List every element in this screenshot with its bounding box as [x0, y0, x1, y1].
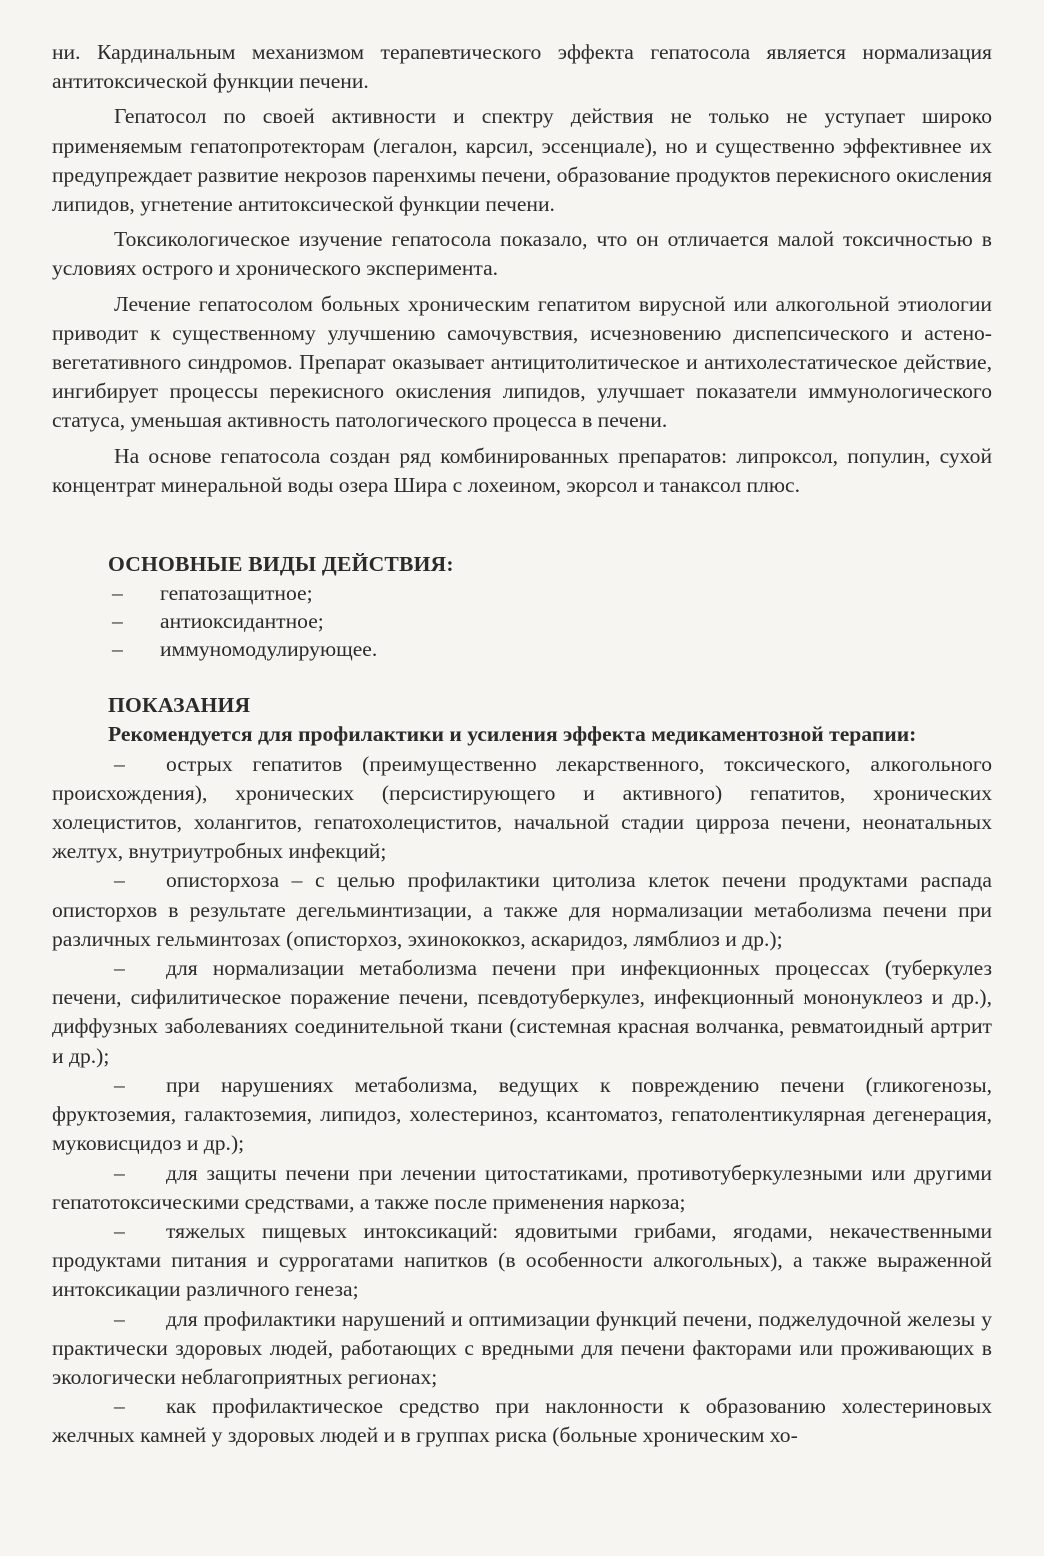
dash-marker: –: [114, 1306, 125, 1331]
indication-text: как профилактическое средство при наклонности к образованию холестериновых желчных камней у здоровых людей и в группах риска (больные хроническим хо-: [52, 1394, 992, 1448]
indication-text: для нормализации метаболизма печени при инфекционных процессах (туберкулез печени, сифилитическое поражение печени, псевдотуберкулез, инфекционный мононуклеоз и др.), диффузных заболеваниях соединительной ткани (системная красная волчанка, ревматоидный артрит и др.);: [52, 956, 992, 1068]
dash-marker: –: [112, 581, 123, 606]
indication-item: [52, 866, 992, 954]
indication-text: для защиты печени при лечении цитостатиками, противотуберкулезными или другими гепатотоксическими средствами, а также после применения наркоза;: [52, 1160, 992, 1214]
dash-marker: –: [114, 751, 125, 776]
indication-item: [52, 954, 992, 1071]
paragraph-comparison: Гепатосол по своей активности и спектру действия не только не уступает широко применяемым гепатопротекторам (легалон, карсил, эссенциале), но и существенно эффективнее их предупреждает развитие некрозов паренхимы печени, образование продуктов перекисного окисления липидов, угнетение антитоксической функции печени.: [52, 104, 992, 217]
indication-item: [52, 750, 992, 867]
paragraph-continuation: ни. Кардинальным механизмом терапевтического эффекта гепатосола является нормализация антитоксической функции печени.: [52, 40, 992, 94]
dash-marker: –: [112, 637, 123, 662]
indication-item: [52, 1305, 992, 1393]
dash-marker: –: [114, 1160, 125, 1185]
list-item: [52, 635, 992, 663]
paragraph-treatment: Лечение гепатосолом больных хроническим гепатитом вирусной или алкогольной этиологии приводит к существенному улучшению самочувствия, исчезновению диспепсического и астено-вегетативного синдромов. Препарат оказывает антицитолитическое и антихолестатическое действие, ингибирует процессы перекисного окисления липидов, улучшает показатели иммунологического статуса, уменьшая активность патологического процесса в печени.: [52, 291, 992, 433]
dash-marker: –: [114, 868, 125, 893]
actions-list: [52, 579, 992, 663]
dash-marker: –: [114, 1218, 125, 1243]
paragraph-toxicology: Токсикологическое изучение гепатосола показало, что он отличается малой токсичностью в условиях острого и хронического эксперимента.: [52, 227, 992, 281]
list-item-text: иммуномодулирующее.: [160, 637, 378, 662]
indication-item: [52, 1071, 992, 1159]
list-item-text: гепатозащитное;: [160, 581, 313, 606]
indication-text: описторхоза – с целью профилактики цитолиза клеток печени продуктами распада описторхов в результате дегельминтизации, а также для нормализации метаболизма печени при различных гельминтозах (описторхоз, эхинококкоз, аскаридоз, лямблиоз и др.);: [52, 868, 992, 951]
indications-intro: Рекомендуется для профилактики и усиления эффекта медикаментозной терапии:: [108, 722, 917, 747]
list-item: [52, 579, 992, 607]
indication-text: при нарушениях метаболизма, ведущих к повреждению печени (гликогенозы, фруктоземия, галактоземия, липидоз, холестериноз, ксантоматоз, гепатолентикулярная дегенерация, муковисцидоз и др.);: [52, 1072, 992, 1156]
dash-marker: –: [114, 956, 125, 981]
list-item: [52, 607, 992, 635]
list-item-text: антиоксидантное;: [160, 609, 324, 634]
dash-marker: –: [114, 1072, 125, 1097]
dash-marker: –: [112, 609, 123, 634]
indication-item: [52, 1159, 992, 1217]
indication-text: тяжелых пищевых интоксикаций: ядовитыми грибами, ягодами, некачественными продуктами питания и суррогатами напитков (в особенности алкогольных), а также выраженной интоксикации различного генеза;: [52, 1218, 992, 1302]
indications-heading: ПОКАЗАНИЯ: [108, 693, 251, 718]
paragraph-combinations: На основе гепатосола создан ряд комбинированных препаратов: липроксол, популин, сухой концентрат минеральной воды озера Шира с лохеином, экорсол и танаксол плюс.: [52, 443, 992, 497]
dash-marker: –: [114, 1394, 125, 1419]
indication-item: [52, 1392, 992, 1450]
indication-text: острых гепатитов (преимущественно лекарственного, токсического, алкогольного происхождения), хронических (персистирующего и активного) гепатитов, хронических холециститов, холангитов, гепатохолециститов, начальной стадии цирроза печени, неонатальных желтух, внутриутробных инфекций;: [52, 751, 992, 864]
actions-heading: ОСНОВНЫЕ ВИДЫ ДЕЙСТВИЯ:: [108, 552, 454, 577]
indication-item: [52, 1217, 992, 1305]
indication-text: для профилактики нарушений и оптимизации функций печени, поджелудочной железы у практически здоровых людей, работающих с вредными для печени факторами или проживающих в экологически неблагоприятных регионах;: [52, 1306, 992, 1389]
